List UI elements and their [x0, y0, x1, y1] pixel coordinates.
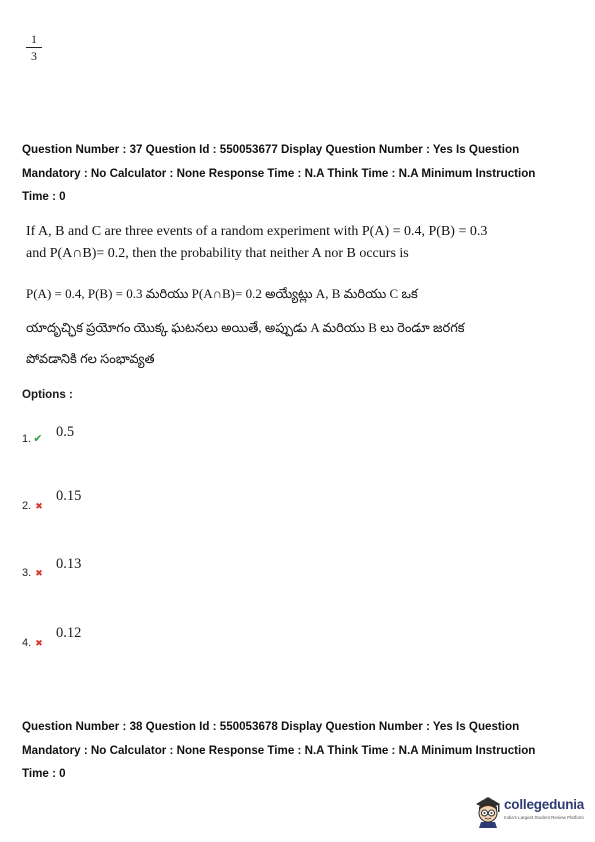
question-text-english-line-2: and P(A∩B)= 0.2, then the probability that neither A nor B occurs is: [26, 246, 409, 261]
option-1-value: 0.5: [56, 424, 75, 440]
option-1-marker: [22, 432, 42, 445]
meta-line: Question Number : 37 Question Id : 550053677 Display Question Number : Yes Is Question: [22, 143, 520, 156]
question-text-telugu-line-2: యాదృచ్ఛిక ప్రయోగం యొక్క ఘటనలు అయితే, అప్పుడు A మరియు B లు రెండూ జరగక: [26, 320, 465, 335]
question-37-meta: [22, 138, 582, 209]
meta-line: Mandatory : No Calculator : None Response Time : N.A Think Time : N.A Minimum Instruction: [22, 166, 536, 180]
correct-check-icon: ✔: [33, 433, 43, 445]
question-text-telugu-line-1: P(A) = 0.4, P(B) = 0.3 మరియు P(A∩B)= 0.2 అయ్యేట్లు A, B మరియు C ఒక: [26, 286, 418, 301]
previous-answer-fraction: [26, 32, 42, 63]
meta-line: Mandatory : No Calculator : None Response Time : N.A Think Time : N.A Minimum Instruction: [22, 743, 536, 757]
question-text-english-line-1: If A, B and C are three events of a random experiment with P(A) = 0.4, P(B) = 0.3: [26, 224, 488, 239]
option-number: 3.: [22, 567, 32, 579]
option-2-value: 0.15: [56, 488, 82, 504]
option-number: 4.: [22, 637, 32, 649]
fraction-numerator: 1: [31, 32, 37, 46]
option-number: 2.: [22, 500, 32, 512]
meta-line: Question Number : 38 Question Id : 550053678 Display Question Number : Yes Is Question: [22, 720, 520, 733]
wrong-cross-icon: ✖: [35, 501, 43, 511]
meta-line: Time : 0: [22, 190, 66, 203]
option-4-marker: [22, 637, 43, 649]
wrong-cross-icon: ✖: [35, 638, 43, 648]
option-number: 1.: [22, 433, 32, 445]
question-text-telugu-line-3: పోవడానికి గల సంభావ్యత: [26, 351, 155, 366]
fraction-bar: [26, 47, 42, 48]
logo-tagline: India's Largest Student Review Platform: [504, 815, 584, 820]
question-38-meta: [22, 715, 582, 786]
meta-line: Time : 0: [22, 767, 66, 780]
options-label: Options :: [22, 388, 73, 401]
option-3-marker: [22, 567, 43, 579]
option-4-value: 0.12: [56, 625, 82, 641]
logo-wordmark: collegedunia: [504, 797, 585, 812]
option-3-value: 0.13: [56, 556, 82, 572]
collegedunia-mascot-logo: [472, 794, 504, 828]
wrong-cross-icon: ✖: [35, 568, 43, 578]
option-2-marker: [22, 500, 43, 512]
fraction-denominator: 3: [31, 49, 37, 63]
